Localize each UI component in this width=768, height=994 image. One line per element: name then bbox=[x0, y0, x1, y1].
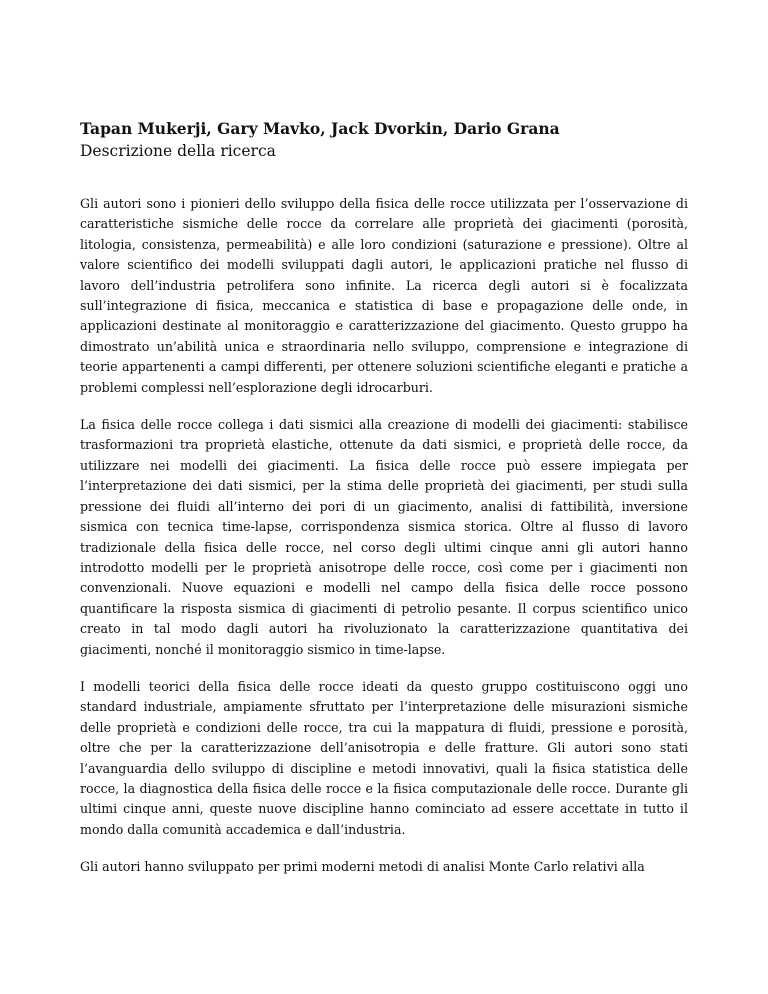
document-subtitle: Descrizione della ricerca bbox=[80, 142, 276, 160]
document-page bbox=[80, 118, 688, 895]
paragraph-4: Gli autori hanno sviluppato per primi moderni metodi di analisi Monte Carlo relativi alla bbox=[80, 859, 645, 875]
paragraph-3: I modelli teorici della fisica delle rocce ideati da questo gruppo costituiscono oggi uno standard industriale, ampiamente sfruttato per l’interpretazione delle misurazioni sismiche delle proprietà e condizioni delle rocce, tra cui la mappatura di fluidi, pressione e porosità, oltre che per la caratterizzazione dell’anisotropia e delle fratture. Gli autori sono stati l’avanguardia dello sviluppo di discipline e metodi innovativi, quali la fisica statistica delle rocce, la diagnostica della fisica delle rocce e la fisica computazionale delle rocce. Durante gli ultimi cinque anni, queste nuove discipline hanno cominciato ad essere accettate in tutto il mondo dalla comunità accademica e dall’industria. bbox=[80, 678, 688, 837]
document-authors: Tapan Mukerji, Gary Mavko, Jack Dvorkin, Dario Grana bbox=[80, 119, 560, 138]
paragraph-2: La fisica delle rocce collega i dati sismici alla creazione di modelli dei giacimenti: stabilisce trasformazioni tra proprietà elastiche, ottenute da dati sismici, e proprietà delle rocce, da utilizzare nei modelli dei giacimenti. La fisica delle rocce può essere impiegata per l’interpretazione dei dati sismici, per la stima delle proprietà dei giacimenti, per studi sulla pressione dei fluidi all’interno dei pori di un giacimento, analisi di fattibilità, inversione sismica con tecnica time-lapse, corrispondenza sismica storica. Oltre al flusso di lavoro tradizionale della fisica delle rocce, nel corso degli ultimi cinque anni gli autori hanno introdotto modelli per le proprietà anisotrope delle rocce, così come per i giacimenti non convenzionali. Nuove equazioni e modelli nel campo della fisica delle rocce possono quantificare la risposta sismica di giacimenti di petrolio pesante. Il corpus scientifico unico creato in tal modo dagli autori ha rivoluzionato la caratterizzazione quantitativa dei giacimenti, nonché il monitoraggio sismico in time-lapse. bbox=[80, 417, 688, 657]
paragraph-1: Gli autori sono i pionieri dello sviluppo della fisica delle rocce utilizzata per l’osservazione di caratteristiche sismiche delle rocce da correlare alle proprietà dei giacimenti (porosità, litologia, consistenza, permeabilità) e alle loro condizioni (saturazione e pressione). Oltre al valore scientifico dei modelli sviluppati dagli autori, le applicazioni pratiche nel flusso di lavoro dell’industria petrolifera sono infinite. La ricerca degli autori si è focalizzata sull’integrazione di fisica, meccanica e statistica di base e propagazione delle onde, in applicazioni destinate al monitoraggio e caratterizzazione del giacimento. Questo gruppo ha dimostrato un’abilità unica e straordinaria nello sviluppo, comprensione e integrazione di teorie appartenenti a campi differenti, per ottenere soluzioni scientifiche eleganti e pratiche a problemi complessi nell’esplorazione degli idrocarburi. bbox=[80, 196, 688, 395]
